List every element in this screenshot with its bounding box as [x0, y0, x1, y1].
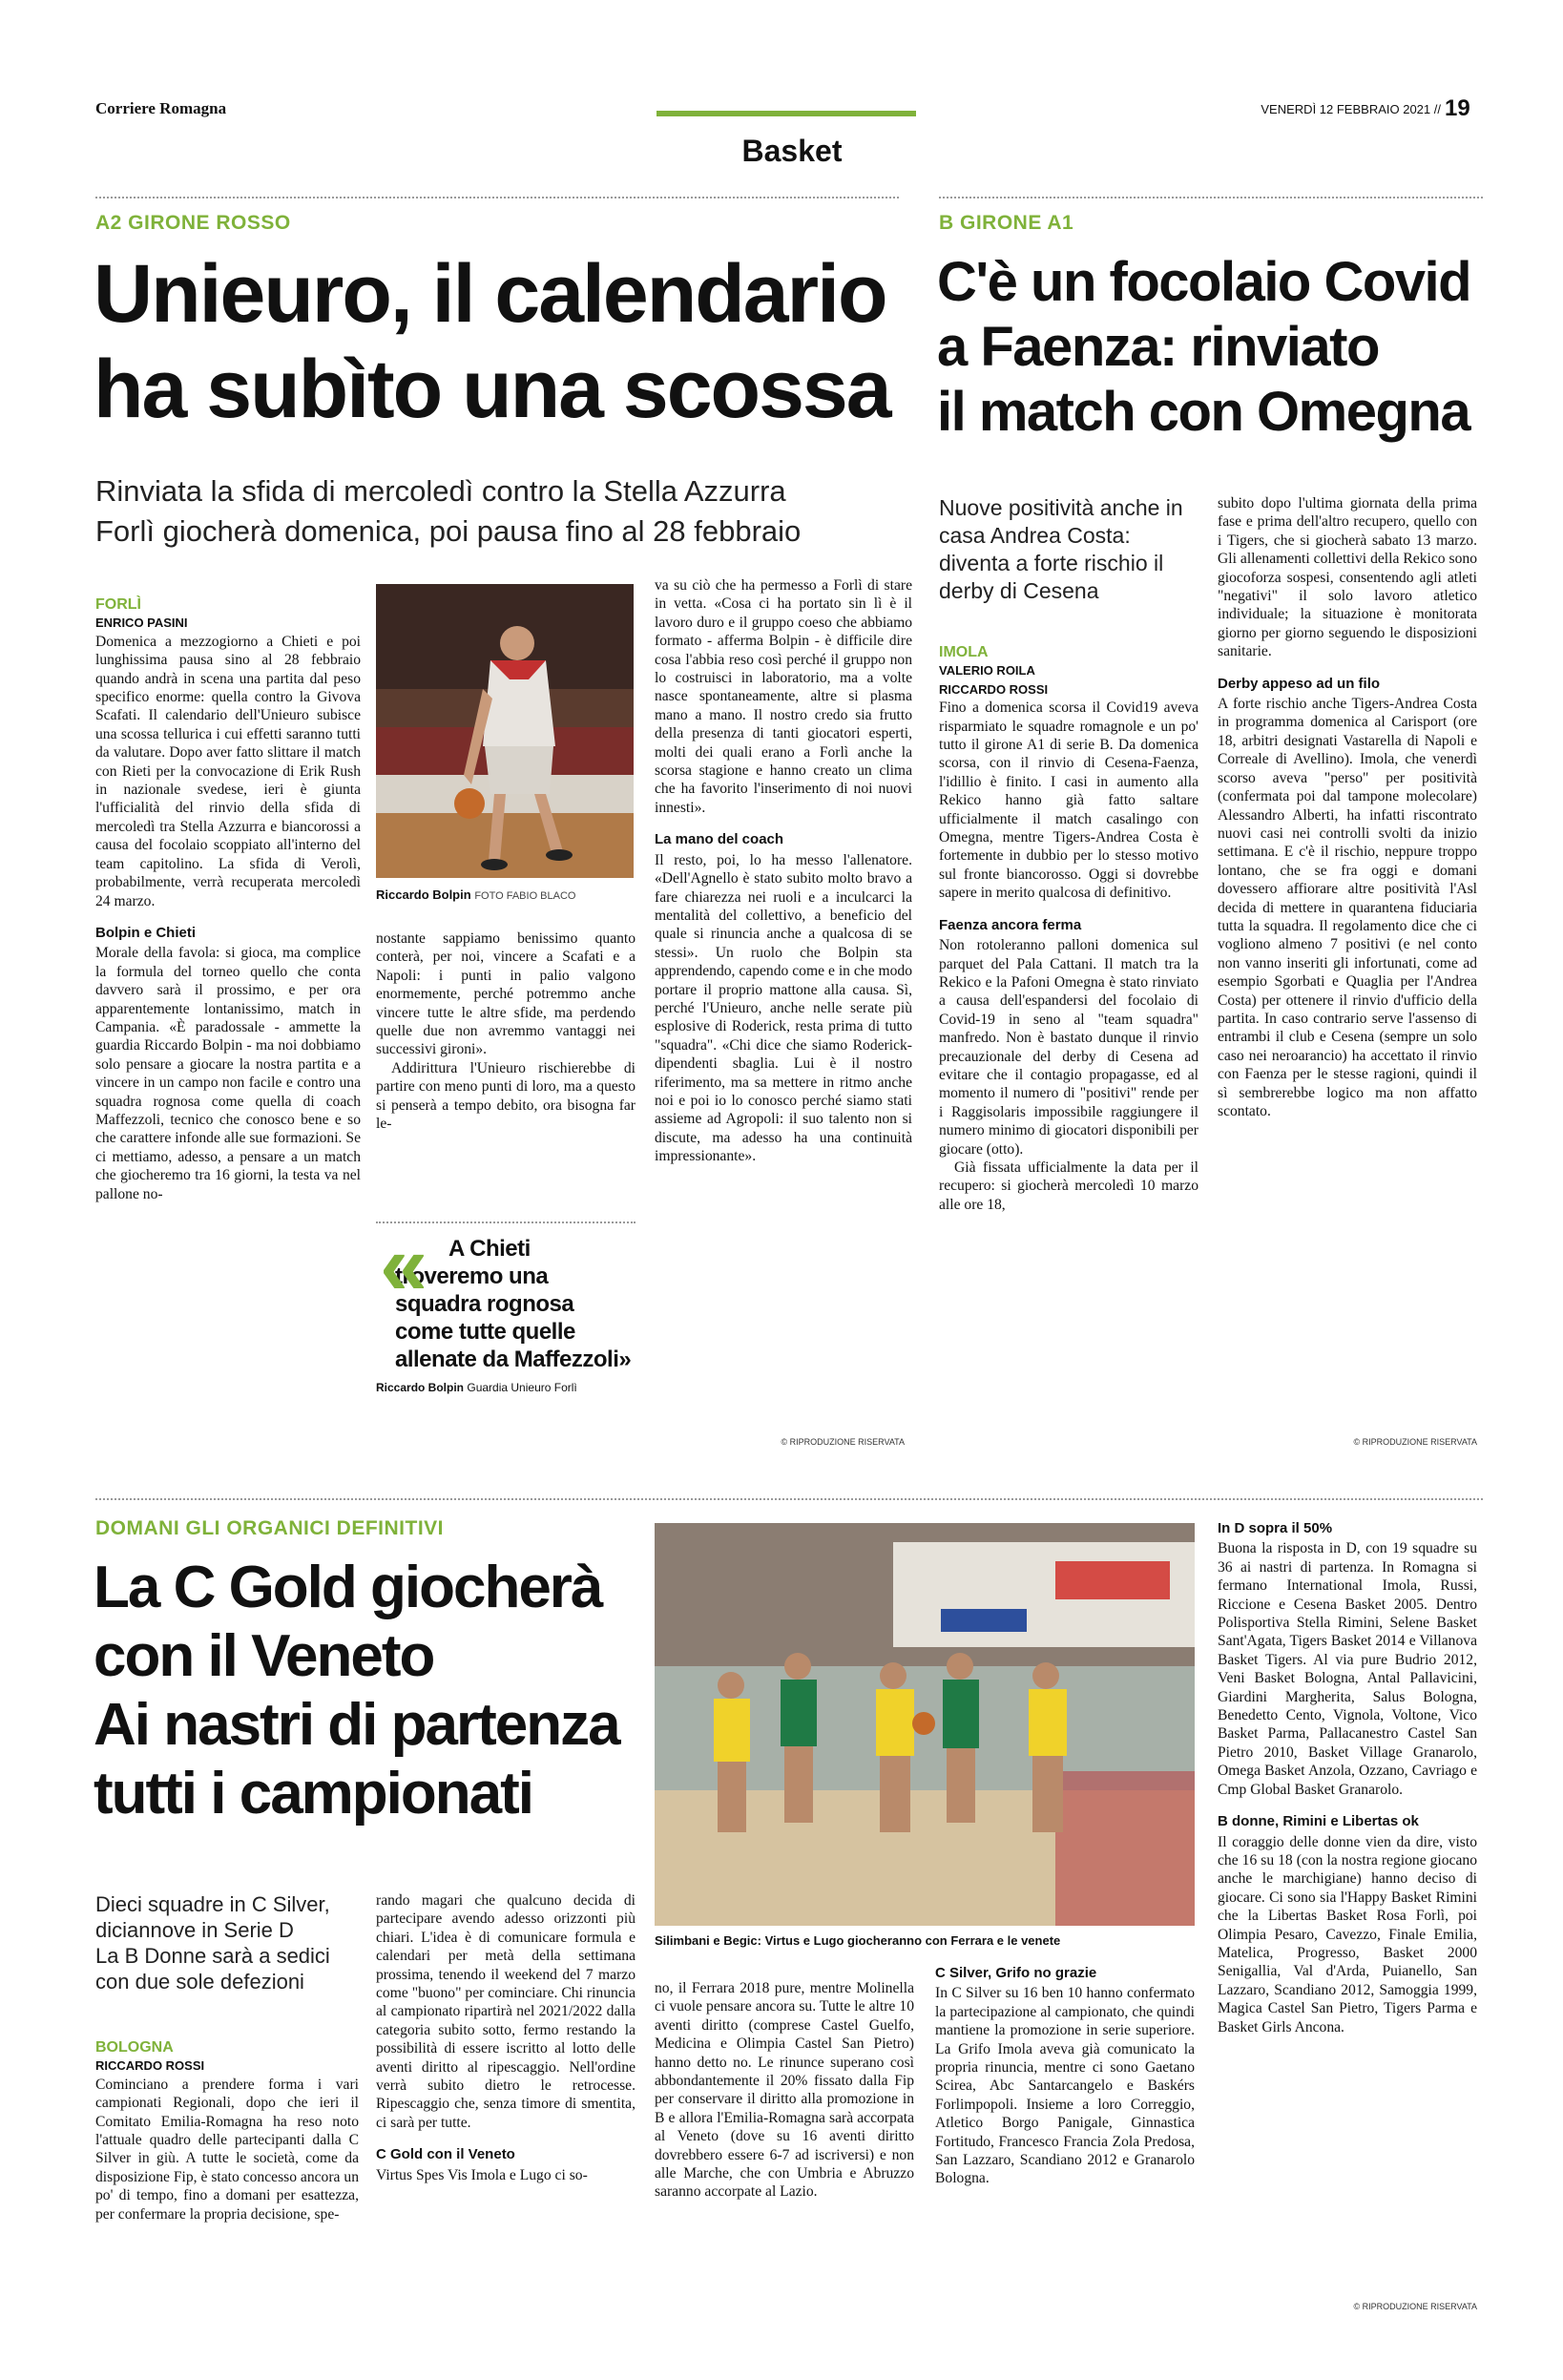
art1-col2 [376, 929, 636, 1133]
art1-c3-p1: va su ciò che ha permesso a Forlì di stare in vetta. «Cosa ci ha portato sin lì è il lavoro duro e il gruppo coeso che abbiamo formato - afferma Bolpin - è difficile dire cosa l'abbia reso così perché il gruppo non lo costruisci in laboratorio, ma a volte nasce spontaneamente, altre si plasma mano a mano. Il nostro credo sia frutto della presenza di tanti giocatori esperti, molti dei quali erano a Forlì anche la scorsa stagione e hanno creato un clima che ha favorito l'inserimento di noi nuovi innesti». [655, 577, 912, 816]
art1-pullquote [376, 1218, 636, 1394]
art3-col2 [376, 1891, 636, 2184]
art3-c4-subhead: C Silver, Grifo no grazie [935, 1965, 1097, 1981]
art2-headline-l3: il match con Omegna [937, 381, 1470, 443]
cgold-photo [655, 1523, 1195, 1926]
art3-repro: © RIPRODUZIONE RISERVATA [1353, 2302, 1477, 2311]
art2-c2-p2: A forte rischio anche Tigers-Andrea Costa in programma domenica al Carisport (ore 18, arbitri designati Vastarella di Napoli e Correale di Avellino). Imola, che venerdì scorso aveva "perso" per positività (confermata poi dal tampone molecolare) Alessandro Alberti, ha infatti riscontrato nuovi casi nei controlli svolti da inizio settimana. E c'è il rischio, neppure troppo lontano, che se fra oggi e domani dovessero affiorare altre positività l'Asl decida di mettere in quarantena fiduciaria tutta la squadra. Il regolamento dice che ci vogliono almeno 7 positivi (e nel conto non vanno inseriti gli infortunati, come ad esempio Sgorbati e Quaglia per l'Andrea Costa) per ottenere il rinvio d'ufficio della partita. In caso contrario serve l'assenso di entrambi il club e Cesena (sempre un solo caso nei neroarancio) ha accettato il rinvio con Faenza per le stesse ragioni, quindi il sì sembrerebbe logico ma non affatto scontato. [1218, 696, 1477, 1119]
bolpin-caption-name: Riccardo Bolpin [376, 887, 471, 902]
art2-c1-p1: Fino a domenica scorsa il Covid19 aveva risparmiato le squadre romagnole e un po' tutto il girone A1 di serie B. Da domenica scorsa, con il rinvio di Cesena-Faenza, l'idillio è finito. I casi in aumento alla Rekico hanno già fatto saltare ufficialmente il match casalingo con Omegna, mentre Tigers-Andrea Costa è fortemente in dubbio per lo stesso motivo sul fronte biancorosso. Oggi si dovrebbe sapere in merito qualcosa di definitivo. [939, 699, 1198, 902]
art3-c2-p2: Virtus Spes Vis Imola e Lugo ci so- [376, 2166, 588, 2183]
art2-author1: VALERIO ROILA [939, 663, 1035, 679]
art1-c1-p1: Domenica a mezzogiorno a Chieti e poi lunghissima pausa sino al 28 febbraio quando andrà in scena una partita dal peso specifico enorme: quella contro la Givova Scafati. Il calendario dell'Unieuro subisce una scossa tellurica i cui effetti saranno tutti da valutare. Dopo aver fatto slittare il match con Rieti per la convocazione di Erik Rush in nazionale svedese, ieri è giunta l'ufficialità del rinvio della sfida di mercoledì tra Stella Azzurra e biancorossi a causa del focolaio scoppiato all'interno del team capitolino. La sfida di Verolì, probabilmente, verrà recuperata mercoledì 24 marzo. [95, 633, 361, 909]
bolpin-photo [376, 584, 634, 878]
art3-headline-l4: tutti i campionati [94, 1761, 532, 1827]
art3-author: RICCARDO ROSSI [95, 2058, 205, 2074]
art1-headline [94, 246, 914, 437]
art1-c2-p1: nostante sappiamo benissimo quanto conterà, per noi, vincere a Scafati e a Napoli: i punti in palio valgono enormemente, perché potremmo anche vincere tutte le altre sfide, ma perdendo quelle due non avremmo vantaggi nei successivi gironi». [376, 930, 636, 1058]
bolpin-photo-caption [376, 887, 575, 902]
quote-mark-icon: « [380, 1218, 428, 1313]
pullquote-attribution [376, 1381, 636, 1394]
art3-col3 [655, 1979, 914, 2202]
middle-rule [95, 1498, 1483, 1500]
art3-place: BOLOGNA [95, 2039, 174, 2056]
top-rule-right [939, 197, 1483, 198]
date-text: VENERDÌ 12 FEBBRAIO 2021 [1261, 102, 1431, 116]
bolpin-caption-credit: FOTO FABIO BLACO [474, 890, 576, 902]
pullquote-text: A Chieti troveremo una squadra rognosa come tutte quelle allenate da Maffezzoli» [395, 1236, 632, 1372]
page-number: 19 [1445, 95, 1470, 121]
masthead-accent-bar [656, 111, 916, 116]
art2-place: IMOLA [939, 644, 989, 660]
art2-headline-l2: a Faenza: rinviato [937, 316, 1379, 378]
art2-headline-l1: C'è un focolaio Covid [937, 251, 1471, 313]
art1-author: ENRICO PASINI [95, 616, 188, 631]
art2-col1 [939, 643, 1198, 1214]
art3-headline-l2: con il Veneto [94, 1623, 434, 1689]
pullquote-name: Riccardo Bolpin [376, 1381, 465, 1394]
bolpin-photo-image [376, 584, 634, 878]
art3-c5-subhead2: B donne, Rimini e Libertas ok [1218, 1813, 1419, 1830]
art1-kicker: A2 GIRONE ROSSO [95, 212, 291, 234]
art3-deck-l3: La B Donne sarà a sedici [95, 1944, 330, 1968]
art1-c3-subhead: La mano del coach [655, 831, 784, 848]
art2-headline [937, 250, 1490, 445]
art1-col1 [95, 595, 361, 1203]
art3-c2-subhead: C Gold con il Veneto [376, 2146, 515, 2163]
art2-repro: © RIPRODUZIONE RISERVATA [1353, 1437, 1477, 1447]
art3-col4 [935, 1964, 1195, 2188]
art3-c1-p1: Cominciano a prendere forma i vari campionati Regionali, dopo che ieri il Comitato Emilia-Romagna ha reso noto l'attuale quadro delle partecipanti dalla C Silver in giù. A tutte le società, come da disposizione Fip, è stato concesso ancora un po' di tempo, fino a domani per esattezza, per confermare la propria decisione, spe- [95, 2076, 359, 2223]
art2-c2-subhead: Derby appeso ad un filo [1218, 675, 1381, 692]
date-separator: // [1433, 102, 1441, 116]
art1-deck [95, 471, 916, 552]
art3-c3-p1: no, il Ferrara 2018 pure, mentre Molinella ci vuole pensare ancora su. Tutte le altre 10 aventi diritto (comprese Castel Guelfo, Medicina e Olimpia Castel San Pietro) hanno detto no. Le rinunce superano così abbondantemente il 20% fissato dalla Fip per conservare il diritto alla promozione in B e allora l'Emilia-Romagna sarà accorpata al Veneto (dove su 16 aventi diritto dovrebbero essere 6-7 ad iscriversi) e non alle Marche, che con Umbria e Abruzzo saranno accorpate al Lazio. [655, 1980, 914, 2201]
art3-deck [95, 1891, 363, 1994]
art3-c5-subhead: In D sopra il 50% [1218, 1520, 1333, 1536]
art3-c4-p1: In C Silver su 16 ben 10 hanno confermato la partecipazione al campionato, che quindi mantiene la promozione in serie superiore. La Grifo Imola aveva già comunicato la propria rinuncia, mentre ci sono Gaetano Scirea, Abc Santarcangelo e Baskérs Forlimpopoli. Insieme a loro Correggio, Atletico Borgo Panigale, Ginnastica Fortitudo, Francesco Francia Zola Predosa, San Lazzaro, Scandiano 2012 e Granarolo Bologna. [935, 1985, 1195, 2187]
art1-headline-l2: ha subìto una scossa [94, 344, 890, 435]
art2-author2: RICCARDO ROSSI [939, 681, 1049, 697]
art2-kicker: B GIRONE A1 [939, 212, 1074, 234]
top-rule-left [95, 197, 899, 198]
art3-col5 [1218, 1519, 1477, 2036]
cgold-caption-text: Silimbani e Begic: Virtus e Lugo giocheranno con Ferrara e le venete [655, 1933, 1061, 1948]
art2-c1-p3: Già fissata ufficialmente la data per il recupero: si giocherà mercoledì 10 marzo alle ore 18, [939, 1159, 1198, 1213]
art3-c2-p1: rando magari che qualcuno decida di partecipare avendo adesso orizzonti più chiari. L'idea è di comunicare formula e calendari per metà della settimana prossima, tenendo il weekend del 7 marzo come "buono" per cominciare. Chi rinuncia al campionato ripartirà nel 2021/2022 dalla categoria subito sotto, fermo restando la possibilità di essere iscritto al lotto delle aventi diritto al ripescaggio. Nell'ordine verrà subito dietro le retrocesse. Ripescaggio che, senza timore di smentita, ci sarà per tutte. [376, 1892, 636, 2131]
art1-deck-l2: Forlì giocherà domenica, poi pausa fino al 28 febbraio [95, 514, 802, 548]
art2-c1-p2: Non rotoleranno palloni domenica sul parquet del Pala Cattani. Il match tra la Rekico e la Pafoni Omegna è stato rinviato a causa dell'espandersi del focolaio di Covid-19 in seno al "team squadra" manfredo. Non è bastato dunque il rinvio precauzionale del derby di Cesena ad evitare che il contagio propagasse, ed al momento il numero di "positivi" rende per i Raggisolaris impossibile raggiungere il numero minimo di giocatori disponibili per giocare (otto). [939, 937, 1198, 1158]
art1-col3 [655, 576, 912, 1166]
cgold-photo-caption [655, 1933, 1195, 1948]
art2-deck: Nuove positività anche in casa Andrea Costa: diventa a forte rischio il derby di Cesena [939, 495, 1183, 603]
art1-c1-subhead: Bolpin e Chieti [95, 924, 196, 941]
art3-headline [94, 1554, 666, 1828]
art3-c5-p2: Il coraggio delle donne vien da dire, visto che 16 su 18 (con la nostra regione giocano anche le marchigiane) hanno deciso di giocare. Ci sono sia l'Happy Basket Rimini che la Libertas Basket Rosa Forlì, poi Olimpia Pesaro, Cavezzo, Finale Emilia, Matelica, Progresso, Basket 2000 Senigallia, Val d'Arda, Puianello, San Lazzaro, Scandiano 2012, Samoggia 1999, Magica Castel San Pietro, Tigers Parma e Basket Girls Ancona. [1218, 1833, 1477, 2036]
art1-c1-p2: Morale della favola: si gioca, ma complice la formula del torneo quello che conta davvero sarà il prossimo, e per ora apparentemente lontanissimo, match in Campania. «È paradossale - ammette la guardia Riccardo Bolpin - ma noi dobbiamo solo pensare a giocare la nostra partita e a vincere in un campo non facile e contro una squadra rognosa come quella di coach Maffezzoli, tecnico che conosco bene e so che carattere infonde alle sue formazioni. Se ci mettiamo, adesso, a pensare a un match che giocheremo tra 16 giorni, la testa va nel pallone no- [95, 945, 361, 1202]
issue-date [1212, 102, 1441, 116]
art1-headline-l1: Unieuro, il calendario [94, 248, 886, 340]
art3-deck-l4: con due sole defezioni [95, 1970, 304, 1994]
art1-c2-p2: Addirittura l'Unieuro rischierebbe di partire con meno punti di loro, ma a questo si penserà a tempo debito, ora bisogna far le- [376, 1059, 636, 1133]
art3-kicker: DOMANI GLI ORGANICI DEFINITIVI [95, 1517, 444, 1539]
art1-deck-l1: Rinviata la sfida di mercoledì contro la Stella Azzurra [95, 474, 786, 508]
art2-c1-subhead: Faenza ancora ferma [939, 916, 1082, 933]
cgold-photo-image [655, 1523, 1195, 1926]
pullquote-role: Guardia Unieuro Forlì [467, 1381, 577, 1394]
art3-headline-l3: Ai nastri di partenza [94, 1692, 619, 1758]
art1-c3-p2: Il resto, poi, lo ha messo l'allenatore. «Dell'Agnello è stato subito molto bravo a fare chiarezza nei ruoli e a inculcarci la mentalità del collettivo, a beneficio del quale si rinuncia anche a qualcosa di se stessi». Un ruolo che Bolpin sta apprendendo, capendo come e in che modo portare il proprio mattone alla causa. Sì, perché l'Unieuro, anche nelle serate più esplosive di Roderick, resta prima di tutto "squadra". «Chi dice che siamo Roderick-dipendenti sbaglia. Lui è il nostro riferimento, ma sa mettere in ritmo anche noi e poi io lo conosco perché siamo stati assieme ad Agropoli: il suo talento non si discute, ma adesso ha una continuità impressionante». [655, 851, 912, 1165]
art3-col1 [95, 2038, 359, 2223]
art1-repro: © RIPRODUZIONE RISERVATA [781, 1437, 905, 1447]
art2-col2 [1218, 494, 1477, 1120]
art3-c5-p1: Buona la risposta in D, con 19 squadre su 36 ai nastri di partenza. In Romagna si fermano International Imola, Russi, Riccione e Cesena Basket 2005. Dentro Polisportiva Stella Rimini, Selene Basket Sant'Agata, Tigers Basket 2014 e Villanova Basket Tigers. Al via pure Budrio 2012, Veni Basket Bologna, Antal Pallavicini, Giardini Margherita, Salus Bologna, Benedetto Cento, Vignola, Voltone, Vico Basket Parma, Pallacanestro Castel San Pietro 2010, Basket Village Granarolo, Omega Basket Anzola, Ozzano, Cavriago e Cmp Global Basket Granarolo. [1218, 1540, 1477, 1798]
art3-deck-l1: Dieci squadre in C Silver, [95, 1892, 330, 1916]
art3-deck-l2: diciannove in Serie D [95, 1918, 294, 1942]
art2-c2-p1: subito dopo l'ultima giornata della prima fase e prima dell'altro recupero, quello con i Tigers, che si giocherà sabato 13 marzo. Gli allenamenti collettivi della Rekico sono giocoforza sospesi, consentendo agli atleti "negativi" il solo lavoro atletico individuale; la situazione è monitorata giorno per giorno seguendo le disposizioni sanitarie. [1218, 495, 1477, 660]
art3-headline-l1: La C Gold giocherà [94, 1555, 602, 1620]
art1-place: FORLÌ [95, 596, 141, 613]
paper-name: Corriere Romagna [95, 99, 227, 117]
section-title: Basket [741, 134, 843, 168]
